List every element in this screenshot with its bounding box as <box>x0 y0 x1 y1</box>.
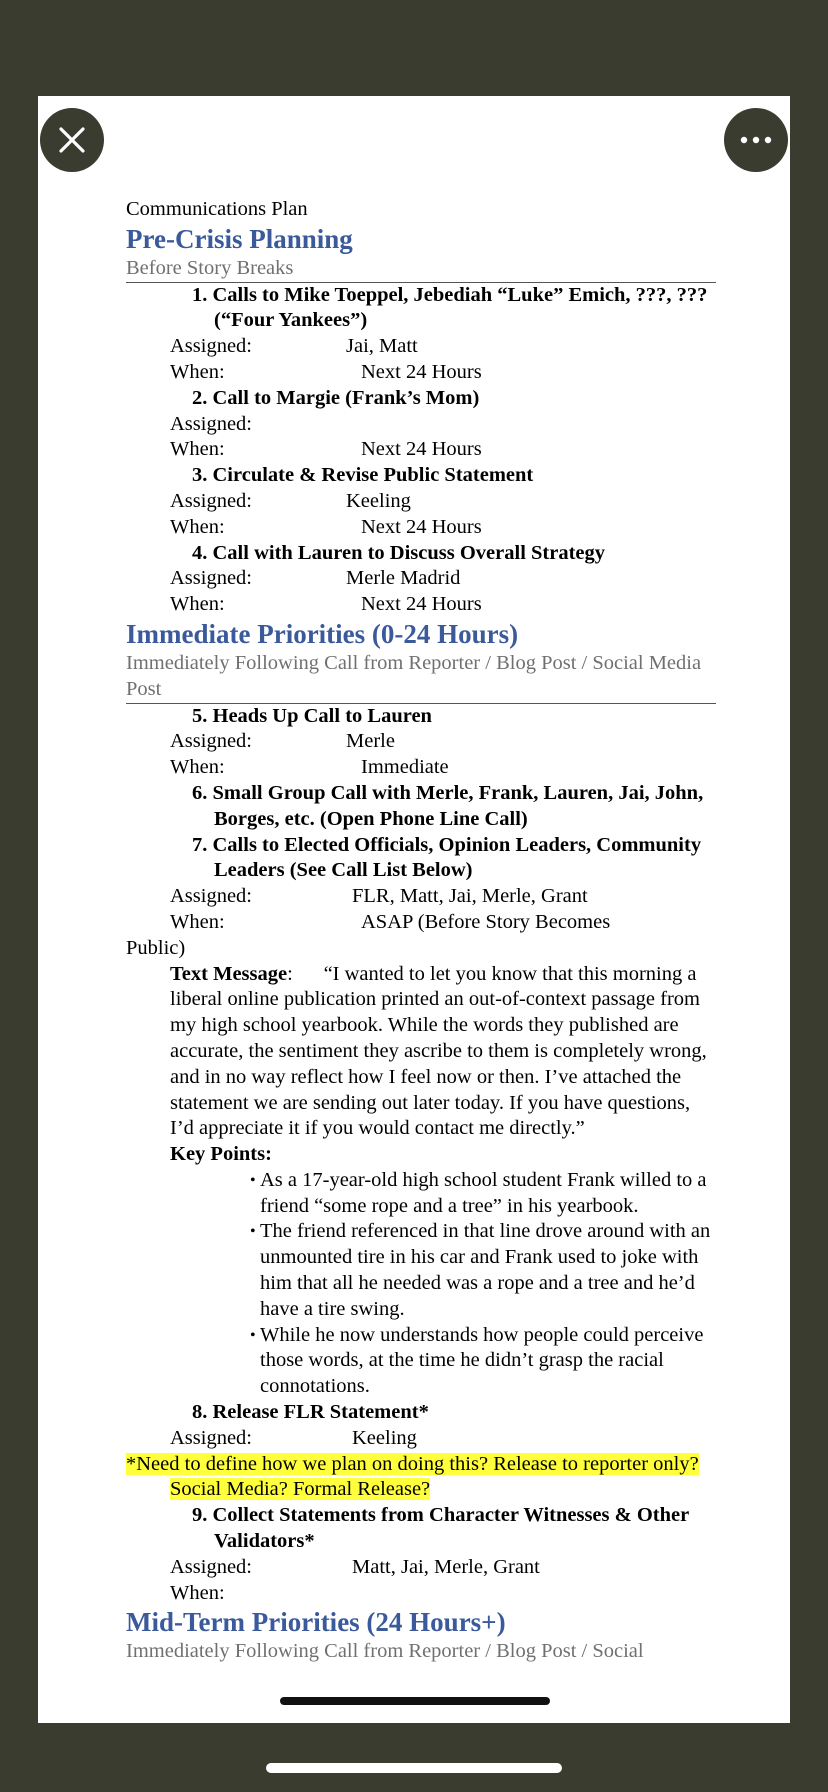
assigned-row: Assigned: FLR, Matt, Jai, Merle, Grant <box>170 885 588 908</box>
key-points-label: Key Points: <box>170 1143 272 1166</box>
list-item: 5. Heads Up Call to Lauren <box>192 704 432 727</box>
list-item: 2. Call to Margie (Frank’s Mom) <box>192 386 480 409</box>
when-row: When: Next 24 Hours <box>170 593 482 616</box>
list-item: 9. Collect Statements from Character Witnesses & Other Validators* <box>192 1504 689 1553</box>
home-indicator[interactable] <box>266 1763 562 1773</box>
more-options-button[interactable] <box>724 108 788 172</box>
highlighted-note: *Need to define how we plan on doing this? Release to reporter only? Social Media? Formal Release? <box>126 1452 699 1501</box>
close-button[interactable] <box>40 108 104 172</box>
assigned-row: Assigned: Keeling <box>170 1426 417 1449</box>
when-row: When: Immediate <box>170 756 449 779</box>
list-item: 6. Small Group Call with Merle, Frank, Lauren, Jai, John, Borges, etc. (Open Phone Line Call) <box>192 781 704 830</box>
section-subheading-midterm: Immediately Following Call from Reporter / Blog Post / Social <box>126 1640 644 1663</box>
assigned-row: Assigned: Merle Madrid <box>170 567 461 590</box>
section-heading-pre-crisis: Pre-Crisis Planning <box>126 223 353 254</box>
when-row: When: Next 24 Hours <box>170 360 482 383</box>
when-row: When: ASAP (Before Story Becomes <box>170 910 611 933</box>
text-message: Text Message: “I wanted to let you know that this morning a liberal online publication printed an out-of-context passage from my high school yearbook. While the words they published are accurate, the sentiment they ascribe to them is completely wrong, and in no way reflect how I feel now or then. I’ve attached the statement we are sending out later today. If you have questions, I’d appreciate it if you would contact me directly.” <box>170 962 707 1140</box>
when-row: When: <box>170 1581 225 1604</box>
section-subheading-pre-crisis: Before Story Breaks <box>126 256 716 283</box>
list-item: • While he now understands how people could perceive those words, at the time he didn’t grasp the racial connotations. <box>250 1323 704 1398</box>
list-item: 4. Call with Lauren to Discuss Overall Strategy <box>192 541 606 564</box>
assigned-row: Assigned: Matt, Jai, Merle, Grant <box>170 1555 540 1578</box>
more-dots-icon <box>740 136 772 144</box>
assigned-row: Assigned: Keeling <box>170 489 411 512</box>
when-row: When: Next 24 Hours <box>170 438 482 461</box>
list-item: 3. Circulate & Revise Public Statement <box>192 464 534 487</box>
document-page <box>38 96 790 1723</box>
document-title: Communications Plan <box>126 198 308 220</box>
list-item: 7. Calls to Elected Officials, Opinion Leaders, Community Leaders (See Call List Below) <box>192 833 702 882</box>
scroll-indicator[interactable] <box>280 1697 550 1705</box>
list-item: • As a 17-year-old high school student Frank willed to a friend “some rope and a tree” in his yearbook. <box>250 1168 707 1217</box>
section-subheading-immediate: Immediately Following Call from Reporter / Blog Post / Social Media Post <box>126 651 716 704</box>
section-heading-immediate: Immediate Priorities (0-24 Hours) <box>126 618 519 649</box>
key-points-list <box>126 1168 716 1400</box>
list-item: 1. Calls to Mike Toeppel, Jebediah “Luke” Emich, ???, ??? (“Four Yankees”) <box>192 283 708 332</box>
close-icon <box>58 126 86 154</box>
when-continuation: Public) <box>126 936 186 959</box>
when-row: When: Next 24 Hours <box>170 515 482 538</box>
document-body <box>126 197 716 1665</box>
assigned-row: Assigned: Merle <box>170 730 395 753</box>
assigned-row: Assigned: <box>170 412 252 435</box>
list-item: 8. Release FLR Statement* <box>192 1401 429 1424</box>
list-item: • The friend referenced in that line drove around with an unmounted tire in his car and Frank used to joke with him that all he needed was a rope and a tree and he’d have a tire swing. <box>250 1220 711 1320</box>
section-heading-midterm: Mid-Term Priorities (24 Hours+) <box>126 1607 506 1638</box>
assigned-row: Assigned: Jai, Matt <box>170 335 418 358</box>
